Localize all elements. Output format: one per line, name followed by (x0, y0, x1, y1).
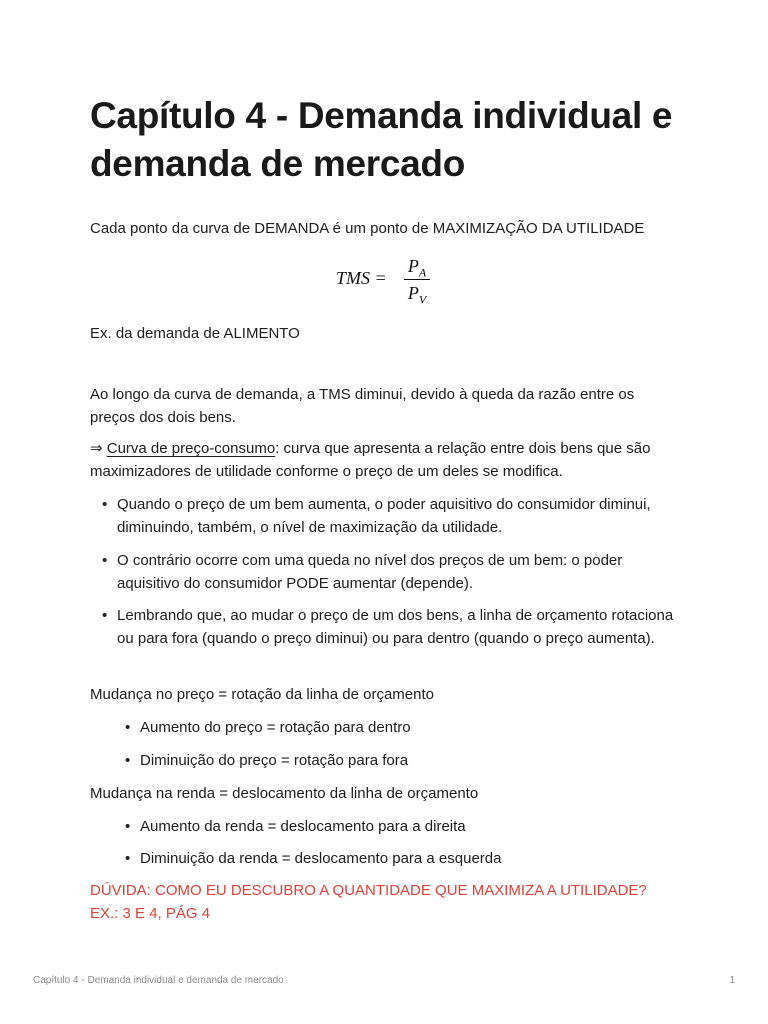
list-item-text: Aumento do preço = rotação para dentro (140, 719, 411, 736)
list-item (125, 716, 680, 739)
list-item-text: Lembrando que, ao mudar o preço de um dos bens, a linha de orçamento rotaciona ou para fora (quando o preço diminui) ou para dentro (quando o preço aumenta). (117, 607, 674, 647)
page-title: Capítulo 4 - Demanda individual e demanda de mercado (90, 95, 673, 184)
formula-fraction (404, 254, 430, 306)
tms-paragraph: Ao longo da curva de demanda, a TMS diminui, devido à queda da razão entre os preços dos dois bens. (90, 386, 635, 426)
price-change-heading: Mudança no preço = rotação da linha de orçamento (90, 686, 434, 703)
bullet-icon: • (102, 607, 108, 624)
bullet-icon: • (102, 552, 108, 569)
footer-title: Capítulo 4 - Demanda individual e demanda de mercado (33, 975, 284, 986)
list-item-text: Quando o preço de um bem aumenta, o poder aquisitivo do consumidor diminui, diminuindo, também, o nível de maximização da utilidade. (117, 496, 651, 536)
list-item (102, 549, 677, 595)
bullet-icon: • (125, 850, 131, 867)
bullet-icon: • (125, 752, 131, 769)
denominator-subscript: V (418, 292, 427, 307)
list-item-text: Diminuição do preço = rotação para fora (140, 752, 409, 769)
curve-term: Curva de preço-consumo (106, 440, 276, 457)
curve-definition: : curva que apresenta a relação entre dois bens que são maximizadores de utilidade conforme o preço de um deles se modifica. (90, 440, 651, 480)
bullet-icon: • (102, 496, 108, 513)
list-item (102, 493, 677, 539)
list-item (125, 749, 680, 772)
curve-paragraph (90, 437, 680, 483)
income-change-heading: Mudança na renda = deslocamento da linha de orçamento (90, 785, 479, 802)
list-item (125, 815, 680, 838)
intro-paragraph: Cada ponto da curva de DEMANDA é um ponto de MAXIMIZAÇÃO DA UTILIDADE (90, 220, 645, 237)
doubt-line-1: DÚVIDA: COMO EU DESCUBRO A QUANTIDADE QUE MAXIMIZA A UTILIDADE? (90, 882, 647, 899)
numerator-subscript: A (418, 265, 427, 280)
list-item (102, 604, 677, 650)
list-item-text: Aumento da renda = deslocamento para a direita (140, 818, 466, 835)
numerator-base: P (407, 256, 419, 276)
denominator-base: P (407, 283, 419, 303)
formula-numerator (404, 254, 430, 278)
formula-denominator (404, 282, 430, 306)
bullet-icon: • (125, 818, 131, 835)
list-item (125, 847, 680, 870)
list-item-text: Diminuição da renda = deslocamento para a esquerda (140, 850, 502, 867)
bullet-icon: • (125, 719, 131, 736)
doubt-line-2: EX.: 3 E 4, PÁG 4 (90, 905, 211, 922)
page-number: 1 (729, 975, 735, 986)
list-item-text: O contrário ocorre com uma queda no nível dos preços de um bem: o poder aquisitivo do consumidor PODE aumentar (depende). (117, 552, 623, 592)
formula-lhs: TMS = (336, 268, 387, 288)
example-paragraph: Ex. da demanda de ALIMENTO (90, 325, 300, 342)
arrow-icon: ⇒ (90, 440, 103, 457)
